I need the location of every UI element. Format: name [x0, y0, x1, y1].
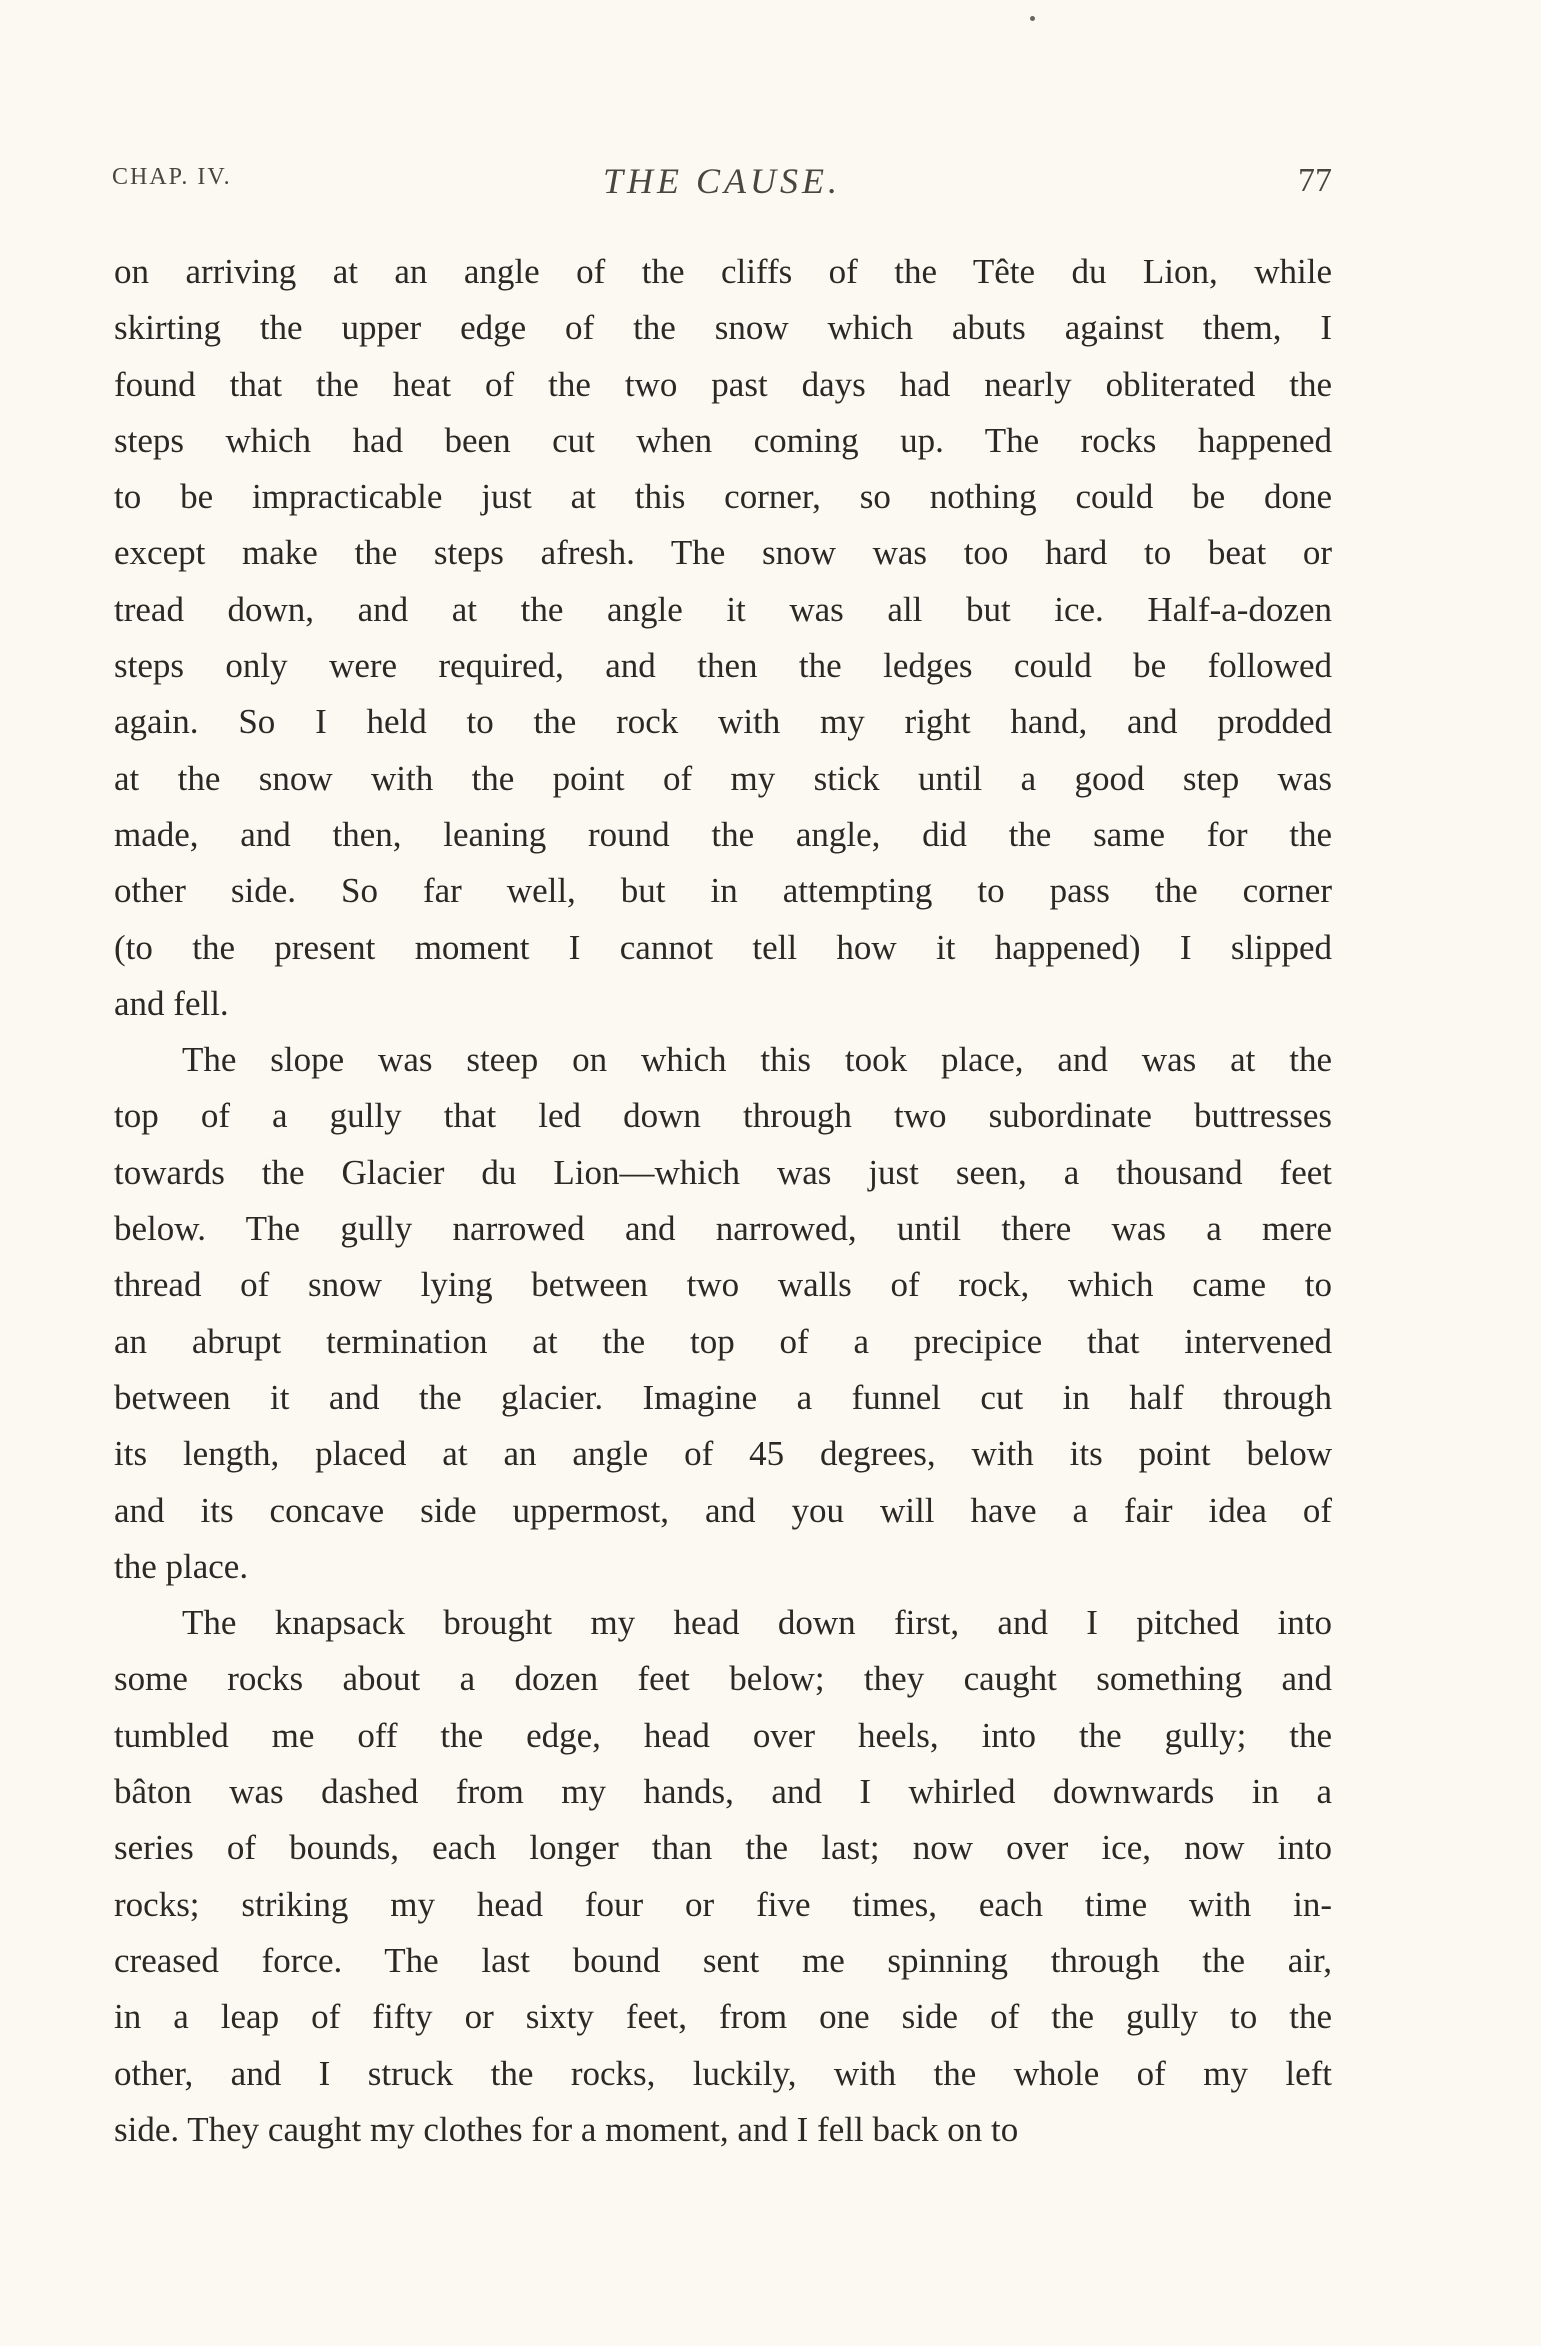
text-line: (to the present moment I cannot tell how it happened) I slipped — [114, 927, 1332, 967]
text-line: bâton was dashed from my hands, and I whirled downwards in a — [114, 1772, 1332, 1812]
print-speck — [1030, 16, 1035, 21]
text-line: side. They caught my clothes for a moment, and I fell back on to — [114, 2109, 1019, 2149]
running-head — [112, 160, 1332, 204]
text-line: rocks; striking my head four or five times, each time with in- — [114, 1884, 1332, 1924]
text-line: other, and I struck the rocks, luckily, with the whole of my left — [114, 2053, 1332, 2093]
text-line: found that the heat of the two past days had nearly obliterated the — [114, 364, 1332, 404]
text-line: the place. — [114, 1546, 249, 1586]
text-line: other side. So far well, but in attempting to pass the corner — [114, 871, 1332, 911]
text-line: and its concave side uppermost, and you will have a fair idea of — [114, 1490, 1332, 1530]
paragraph — [114, 1595, 1332, 2158]
paragraph — [114, 244, 1332, 1032]
text-line: some rocks about a dozen feet below; they caught something and — [114, 1659, 1332, 1699]
text-line: creased force. The last bound sent me spinning through the air, — [114, 1940, 1332, 1980]
text-line: towards the Glacier du Lion—which was just seen, a thousand feet — [114, 1152, 1332, 1192]
text-line: series of bounds, each longer than the last; now over ice, now into — [114, 1828, 1332, 1868]
text-line: an abrupt termination at the top of a precipice that intervened — [114, 1321, 1332, 1361]
text-line: in a leap of fifty or sixty feet, from one side of the gully to the — [114, 1997, 1332, 2037]
text-line: again. So I held to the rock with my right hand, and prodded — [114, 702, 1332, 742]
chapter-label: CHAP. IV. — [112, 164, 232, 190]
text-line: steps only were required, and then the ledges could be followed — [114, 646, 1332, 686]
text-line: The slope was steep on which this took place, and was at the — [182, 1040, 1332, 1080]
text-line: steps which had been cut when coming up. The rocks happened — [114, 420, 1332, 460]
text-line: made, and then, leaning round the angle, did the same for the — [114, 814, 1332, 854]
text-line: The knapsack brought my head down first, and I pitched into — [182, 1603, 1332, 1643]
text-line: tread down, and at the angle it was all but ice. Half-a-dozen — [114, 589, 1332, 629]
text-line: below. The gully narrowed and narrowed, until there was a mere — [114, 1209, 1332, 1249]
text-line: its length, placed at an angle of 45 degrees, with its point below — [114, 1434, 1332, 1474]
text-line: between it and the glacier. Imagine a funnel cut in half through — [114, 1377, 1332, 1417]
paragraph — [114, 1032, 1332, 1595]
text-line: top of a gully that led down through two subordinate buttresses — [114, 1096, 1332, 1136]
text-line: and fell. — [114, 983, 229, 1023]
body-text — [114, 244, 1332, 2158]
text-line: tumbled me off the edge, head over heels, into the gully; the — [114, 1715, 1332, 1755]
text-line: skirting the upper edge of the snow which abuts against them, I — [114, 308, 1332, 348]
text-line: except make the steps afresh. The snow was too hard to beat or — [114, 533, 1332, 573]
text-line: thread of snow lying between two walls of rock, which came to — [114, 1265, 1332, 1305]
text-line: on arriving at an angle of the cliffs of the Tête du Lion, while — [114, 252, 1332, 291]
text-line: to be impracticable just at this corner, so nothing could be done — [114, 477, 1332, 517]
page-number: 77 — [1298, 162, 1332, 199]
text-line: at the snow with the point of my stick until a good step was — [114, 758, 1332, 798]
page-title: THE CAUSE. — [603, 161, 841, 201]
